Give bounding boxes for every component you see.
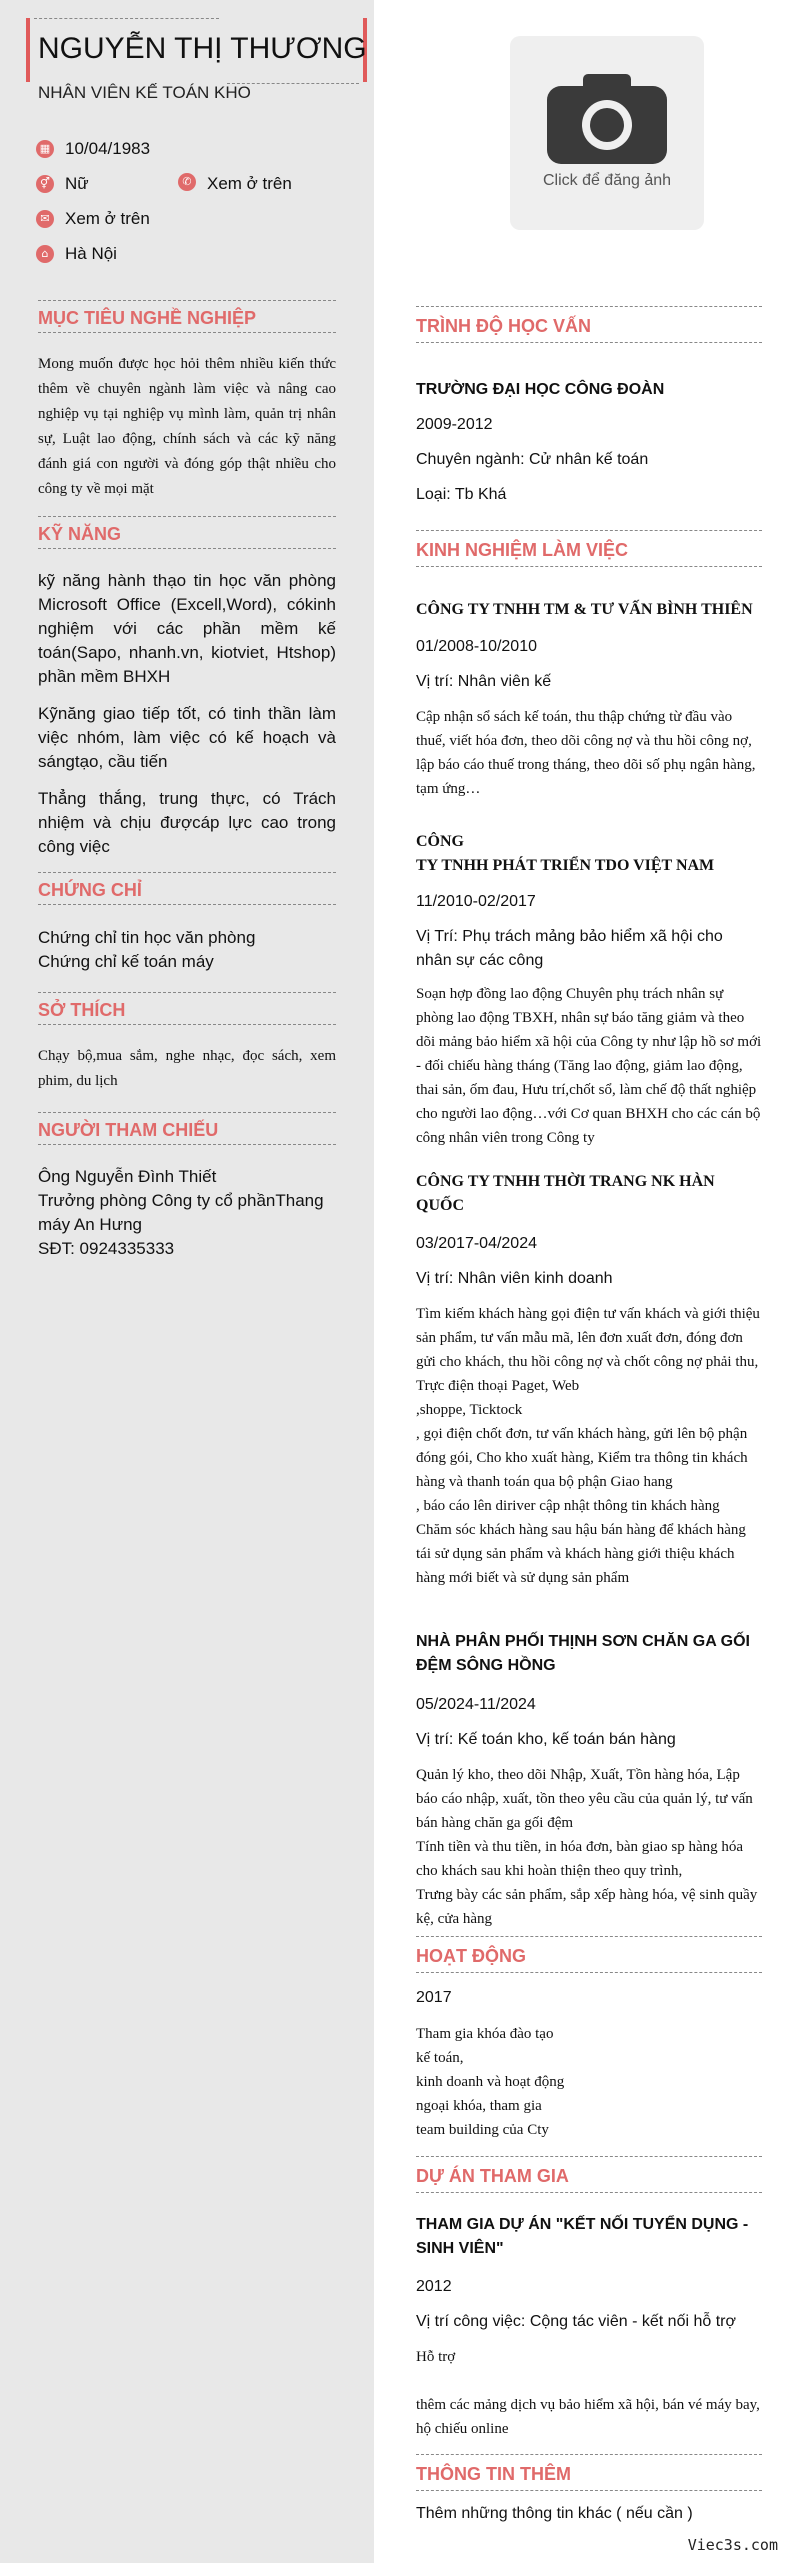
job-title: NHÂN VIÊN KẾ TOÁN KHO [38,83,251,102]
reference-position: Trưởng phòng Công ty cổ phầnThang máy An Hưng [38,1191,324,1234]
company-name: CÔNG TY TNHH PHÁT TRIỂN TDO VIỆT NAM [416,833,715,874]
reference-title: NGƯỜI THAM CHIẾU [38,1114,336,1141]
activities-title: HOẠT ĐỘNG [416,1946,762,1967]
projects-title: DỰ ÁN THAM GIA [416,2166,762,2187]
reference-name: Ông Nguyễn Đình Thiết [38,1167,217,1186]
hobbies-text: Chạy bộ,mua sắm, nghe nhạc, đọc sách, xem phim, du lịch [38,1048,336,1089]
job-position: Vị trí: Nhân viên kế [416,673,552,690]
skill-item: Thẳng thắng, trung thực, có Trách nhiệm và chịu đượcáp lực cao trong công việc [38,789,336,856]
extra-info-title: THÔNG TIN THÊM [416,2464,762,2485]
candidate-name: NGUYỄN THỊ THƯƠNG [38,32,367,65]
home-icon: ⌂ [36,245,54,263]
divider [34,18,219,19]
education-title: TRÌNH ĐỘ HỌC VẤN [416,316,762,337]
hobbies-title: SỞ THÍCH [38,994,336,1021]
extra-info-text: Thêm những thông tin khác ( nếu cần ) [416,2505,693,2522]
cert-item: Chứng chỉ kế toán máy [38,952,214,971]
gender: Nữ [65,174,89,193]
objective-title: MỤC TIÊU NGHỀ NGHIỆP [38,302,336,329]
divider [227,83,359,84]
sidebar [0,0,374,2563]
phone-icon: ✆ [178,173,196,191]
company-name: CÔNG TY TNHH TM & TƯ VẤN BÌNH THIÊN [416,601,753,618]
skill-item: Kỹnăng giao tiếp tốt, có tinh thần làm việc nhóm, làm việc có kế hoạch và sángtạo, cầu tiến [38,704,336,771]
address: Hà Nội [65,244,117,263]
job-period: 01/2008-10/2010 [416,638,537,655]
job-position: Vị Trí: Phụ trách mảng bảo hiểm xã hội cho nhân sự các công [416,928,723,969]
project-name: THAM GIA DỰ ÁN "KẾT NỐI TUYỂN DỤNG - SINH VIÊN" [416,2216,749,2257]
project-description: Hỗ trợ thêm các mảng dịch vụ bảo hiểm xã hội, bán vé máy bay, hộ chiếu online [416,2349,760,2437]
job-description: Cập nhận sổ sách kế toán, thu thập chứng từ đầu vào thuế, viết hóa đơn, theo dõi công nợ và thu hồi công nợ, lập báo cáo thuế trong tháng, theo dõi số phụ ngân hàng, tạm ứng… [416,709,756,797]
skills-title: KỸ NĂNG [38,518,336,545]
experience-title: KINH NGHIỆM LÀM VIỆC [416,540,762,561]
skill-item: kỹ năng hành thạo tin học văn phòng Microsoft Office (Excell,Word), cókinh nghiệm với các phần mềm kế toán(Sapo, nhanh.vn, kiotviet, Htshop) phần mềm BHXH [38,571,336,686]
education-grade: Loại: Tb Khá [416,486,507,503]
education-major: Chuyên ngành: Cử nhân kế toán [416,451,649,468]
project-role: Vị trí công việc: Cộng tác viên - kết nối hỗ trợ [416,2313,736,2330]
camera-icon [547,74,667,164]
company-name: NHÀ PHÂN PHỐI THỊNH SƠN CHĂN GA GỐI ĐỆM SÔNG HỒNG [416,1633,750,1674]
phone: Xem ở trên [207,174,292,193]
calendar-icon: ▦ [36,140,54,158]
birthday: 10/04/1983 [65,139,151,158]
photo-upload[interactable] [510,36,704,230]
photo-caption: Click để đăng ảnh [542,172,672,189]
project-year: 2012 [416,2278,452,2295]
job-period: 11/2010-02/2017 [416,893,536,910]
education-period: 2009-2012 [416,416,493,433]
job-period: 05/2024-11/2024 [416,1696,536,1713]
activity-description: Tham gia khóa đào tạo kế toán, kinh doanh và hoạt động ngoại khóa, tham gia team building của Cty [416,2026,565,2138]
job-position: Vị trí: Nhân viên kinh doanh [416,1270,613,1287]
job-description: Tìm kiếm khách hàng gọi điện tư vấn khách và giới thiệu sản phẩm, tư vấn mẫu mã, lên đơn xuất đơn, đóng đơn gửi cho khách, thu hồi công nợ và chốt công nợ phải thu, Trực điện thoại Paget, Web ,shoppe, Ticktock , gọi điện chốt đơn, tư vấn khách hàng, gửi lên bộ phận đóng gói, Cho kho xuất hàng, Kiểm tra thông tin khách hàng và thanh toán qua bộ phận Giao hang , báo cáo lên diriver cập nhật thông tin khách hàng Chăm sóc khách hàng sau hậu bán hàng để khách hàng tái sử dụng sản phẩm và khách hàng giới thiệu khách hàng mới biết và sử dụng sản phẩm [416,1306,760,1586]
activity-year: 2017 [416,1989,452,2006]
reference-phone: SĐT: 0924335333 [38,1239,175,1258]
email: Xem ở trên [65,209,150,228]
name-box [26,18,367,102]
objective-text: Mong muốn được học hỏi thêm nhiều kiến thức thêm về chuyên ngành làm việc và nâng cao nghiệp vụ tại nghiệp vụ mình làm, quản trị nhân sự, Luật lao động, chính sách và các kỹ năng đánh giá con người và đóng góp thật nhiều cho công ty về mọi mặt [38,356,336,497]
certs-title: CHỨNG CHỈ [38,874,336,901]
school-name: TRƯỜNG ĐẠI HỌC CÔNG ĐOÀN [416,381,665,398]
cert-item: Chứng chỉ tin học văn phòng [38,928,256,947]
email-icon: ✉ [36,210,54,228]
job-description: Soạn hợp đồng lao động Chuyên phụ trách nhân sự phòng lao động TBXH, nhân sự báo tăng giảm và theo dõi mảng bảo hiểm xã hội của Công ty như lập hồ sơ mới - đối chiếu hàng tháng (Tăng lao động, giảm lao động, thai sản, ốm đau, Hưu trí,chốt sổ, làm chế độ thất nghiệp cho người lao động…với Cơ quan BHXH cho các cán bộ công nhân viên trong Công ty [416,986,762,1146]
job-position: Vị trí: Kế toán kho, kế toán bán hàng [416,1731,676,1748]
watermark: Viec3s.com [687,2536,778,2554]
job-description: Quản lý kho, theo dõi Nhập, Xuất, Tồn hàng hóa, Lập báo cáo nhập, xuất, tồn theo yêu cầu của quản lý, tư vấn bán hàng chăn ga gối đệm Tính tiền và thu tiền, in hóa đơn, bàn giao sp hàng hóa cho khách sau khi hoàn thiện theo quy trình, Trưng bày các sản phẩm, sắp xếp hàng hóa, vệ sinh quầy kệ, cửa hàng [416,1767,758,1927]
company-name: CÔNG TY TNHH THỜI TRANG NK HÀN QUỐC [416,1173,715,1214]
job-period: 03/2017-04/2024 [416,1235,537,1252]
gender-icon: ⚥ [36,175,54,193]
